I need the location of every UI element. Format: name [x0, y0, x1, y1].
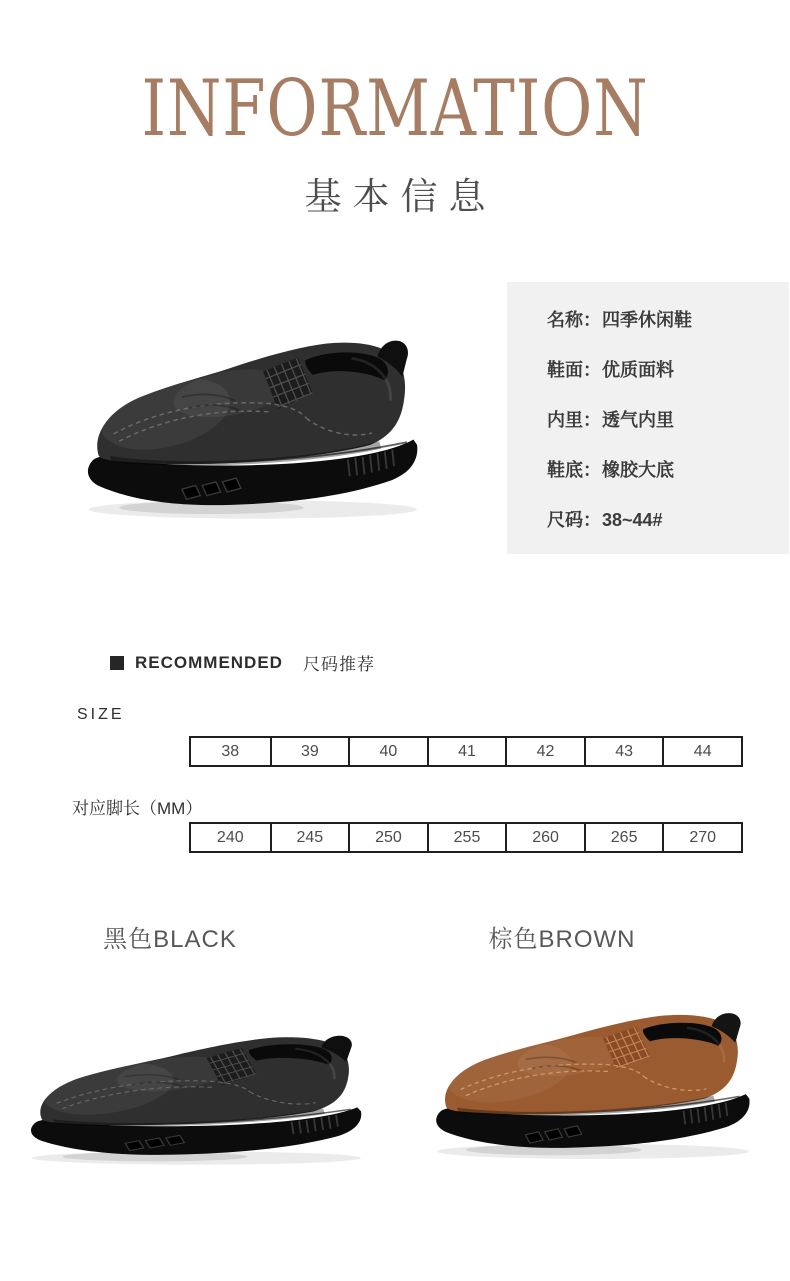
spec-value: 橡胶大底: [602, 460, 674, 480]
spec-row-upper: [547, 356, 777, 382]
size-cell: 42: [505, 738, 584, 765]
size-cell: 44: [662, 738, 741, 765]
recommended-label-cn: 尺码推荐: [302, 655, 375, 674]
spec-label: 内里：: [547, 410, 601, 430]
spec-row-lining: [547, 406, 777, 432]
size-row-label: SIZE: [77, 706, 125, 723]
recommended-label-en: RECOMMENDED: [135, 652, 283, 672]
foot-length-cell: 260: [505, 824, 584, 851]
spec-row-size: [547, 506, 777, 532]
hero-black-shoe-photo: [73, 305, 442, 526]
spec-row-sole: [547, 456, 777, 482]
foot-length-cell: 255: [427, 824, 506, 851]
spec-value: 透气内里: [602, 410, 674, 430]
size-cell: 43: [584, 738, 663, 765]
spec-label: 名称：: [547, 310, 601, 330]
page-title: INFORMATION: [141, 64, 649, 154]
foot-length-cell: 240: [216, 828, 244, 846]
foot-length-table: [189, 822, 743, 853]
brown-shoe-photo: [422, 984, 773, 1165]
black-shoe-photo: [16, 1010, 386, 1170]
size-cell: 39: [270, 738, 349, 765]
bullet-square-icon: [110, 656, 124, 670]
foot-length-row-label: 对应脚长（MM）: [72, 799, 203, 818]
spec-row-name: [547, 306, 777, 332]
page-subtitle: 基本信息: [304, 176, 497, 217]
spec-label: 尺码：: [547, 510, 601, 530]
size-cell: 41: [427, 738, 506, 765]
variant-label-brown: 棕色BROWN: [488, 926, 636, 953]
spec-label: 鞋底：: [547, 460, 601, 480]
spec-label: 鞋面：: [547, 360, 601, 380]
spec-value: 四季休闲鞋: [602, 310, 692, 330]
size-cell: 40: [348, 738, 427, 765]
size-cell: 38: [221, 742, 240, 760]
spec-value: 优质面料: [602, 360, 674, 380]
foot-length-cell: 250: [348, 824, 427, 851]
foot-length-cell: 245: [270, 824, 349, 851]
spec-panel: [507, 282, 789, 554]
foot-length-cell: 265: [584, 824, 663, 851]
size-table: [189, 736, 743, 767]
variant-label-black: 黑色BLACK: [103, 926, 237, 953]
recommended-heading: [110, 650, 375, 675]
foot-length-cell: 270: [662, 824, 741, 851]
spec-value: 38~44#: [602, 510, 663, 530]
